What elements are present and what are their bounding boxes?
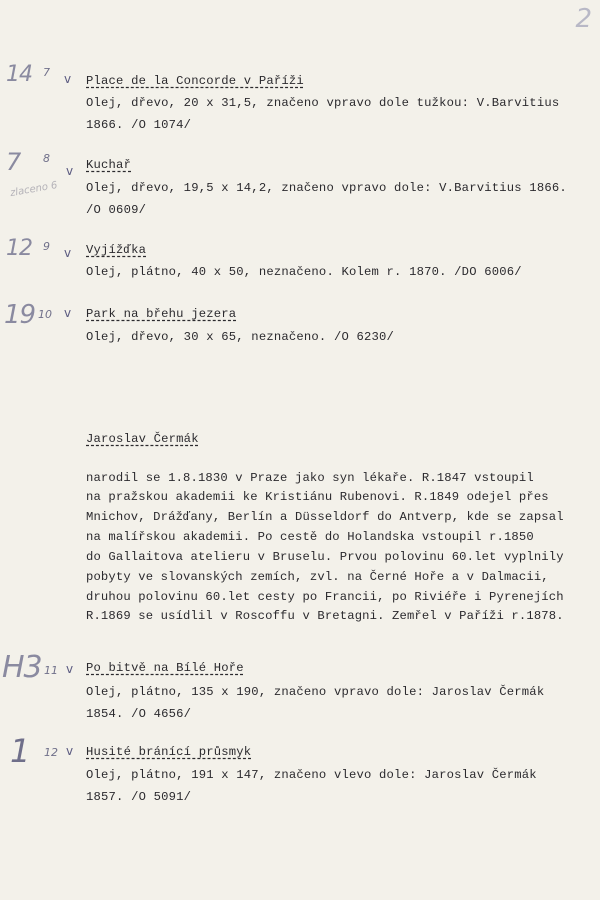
artwork-title: Vyjížďka bbox=[86, 243, 147, 257]
bio-line: do Gallaitova atelieru v Bruselu. Prvou polovinu 60.let vyplnily bbox=[86, 550, 564, 564]
bio-line: narodil se 1.8.1830 v Praze jako syn lékaře. R.1847 vstoupil bbox=[86, 471, 534, 485]
check-mark-icon: v bbox=[66, 164, 74, 178]
artwork-title: Kuchař bbox=[86, 158, 132, 172]
artwork-title: Park na břehu jezera bbox=[86, 307, 237, 321]
entry-index: 12 bbox=[44, 746, 58, 759]
artwork-details: Olej, plátno, 40 x 50, neznačeno. Kolem r. 1870. /DO 6006/ bbox=[86, 265, 522, 279]
bio-line: Mnichov, Drážďany, Berlín a Düsseldorf do Antverp, kde se zapsal bbox=[86, 510, 564, 524]
page-number: 2 bbox=[575, 4, 592, 34]
artwork-details: Olej, dřevo, 30 x 65, neznačeno. /O 6230/ bbox=[86, 330, 395, 344]
inventory-number: 12 bbox=[6, 236, 32, 261]
entry-index: 9 bbox=[43, 240, 50, 253]
artwork-details-cont: /O 0609/ bbox=[86, 203, 147, 217]
margin-note: zlaceno 6 bbox=[9, 179, 59, 200]
entry-index: 10 bbox=[38, 308, 52, 321]
bio-line: na pražskou akademii ke Kristiánu Rubenovi. R.1849 odejel přes bbox=[86, 490, 549, 504]
entry-index: 7 bbox=[43, 66, 50, 79]
inventory-number: 14 bbox=[6, 62, 32, 87]
bio-line: R.1869 se usídlil v Roscoffu v Bretagni. Zemřel v Paříži r.1878. bbox=[86, 609, 564, 623]
artwork-title: Place de la Concorde v Paříži bbox=[86, 74, 304, 88]
artwork-details: Olej, dřevo, 20 x 31,5, značeno vpravo dole tužkou: V.Barvitius bbox=[86, 96, 560, 110]
artwork-details-cont: 1857. /O 5091/ bbox=[86, 790, 192, 804]
check-mark-icon: v bbox=[66, 662, 74, 676]
inventory-number: 19 bbox=[4, 300, 36, 330]
artwork-details-cont: 1866. /O 1074/ bbox=[86, 118, 192, 132]
check-mark-icon: v bbox=[64, 306, 72, 320]
artwork-title: Husité bránící průsmyk bbox=[86, 745, 252, 759]
entry-index: 8 bbox=[43, 152, 50, 165]
check-mark-icon: v bbox=[66, 744, 74, 758]
inventory-number: 1 bbox=[10, 732, 30, 770]
inventory-number: 7 bbox=[6, 148, 21, 176]
artwork-title: Po bitvě na Bílé Hoře bbox=[86, 661, 244, 675]
bio-line: druhou polovinu 60.let cesty po Francii, po Riviéře i Pyrenejích bbox=[86, 590, 564, 604]
artwork-details: Olej, plátno, 135 x 190, značeno vpravo dole: Jaroslav Čermák bbox=[86, 685, 545, 699]
check-mark-icon: v bbox=[64, 72, 72, 86]
inventory-number: H3 bbox=[2, 650, 42, 685]
bio-line: na malířskou akademii. Po cestě do Holandska vstoupil r.1850 bbox=[86, 530, 534, 544]
bio-line: pobyty ve slovanských zemích, zvl. na Černé Hoře a v Dalmacii, bbox=[86, 570, 549, 584]
artist-name: Jaroslav Čermák bbox=[86, 432, 199, 446]
artwork-details-cont: 1854. /O 4656/ bbox=[86, 707, 192, 721]
artwork-details: Olej, plátno, 191 x 147, značeno vlevo dole: Jaroslav Čermák bbox=[86, 768, 537, 782]
entry-index: 11 bbox=[44, 664, 58, 677]
artwork-details: Olej, dřevo, 19,5 x 14,2, značeno vpravo dole: V.Barvitius 1866. bbox=[86, 181, 567, 195]
check-mark-icon: v bbox=[64, 246, 72, 260]
